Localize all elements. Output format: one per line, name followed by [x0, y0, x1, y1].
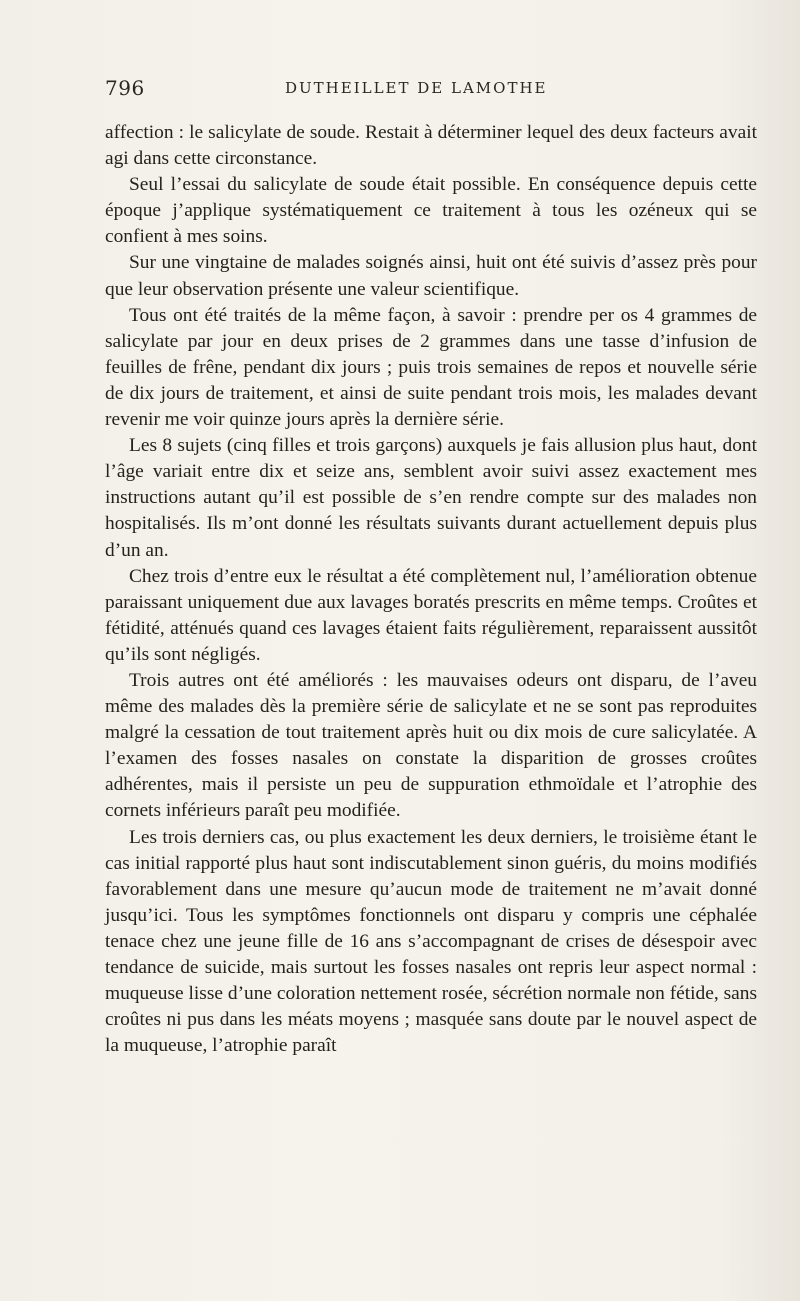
paragraph-7: Trois autres ont été améliorés : les mauvaises odeurs ont disparu, de l’aveu même des malades dès la première série de salicylate et ne se sont pas reproduites malgré la cessation de tout traitement après huit ou dix mois de cure salicylatée. A l’examen des fosses nasales on constate la disparition de grosses croûtes adhérentes, mais il persiste un peu de suppuration ethmoïdale et l’atrophie des cornets inférieurs paraît peu modifiée.: [105, 669, 757, 822]
body-text: [105, 120, 757, 1059]
paragraph-8: Les trois derniers cas, ou plus exactement les deux derniers, le troisième étant le cas initial rapporté plus haut sont indiscutablement sinon guéris, du moins modifiés favorablement dans une mesure qu’aucun mode de traitement ne m’avait donné jusqu’ici. Tous les symptômes fonctionnels ont disparu y compris une céphalée tenace chez une jeune fille de 16 ans s’accompagnant de crises de désespoir avec tendance de suicide, mais surtout les fosses nasales ont repris leur aspect normal : muqueuse lisse d’une coloration nettement rosée, sécrétion normale non fétide, sans croûtes ni pus dans les méats moyens ; masquée sans doute par le nouvel aspect de la muqueuse, l’atrophie paraît: [105, 826, 757, 1057]
paragraph-5: Les 8 sujets (cinq filles et trois garçons) auxquels je fais allusion plus haut, dont l’âge variait entre dix et seize ans, semblent avoir suivi assez exactement mes instructions autant qu’il est possible de s’en rendre compte sur des malades non hospitalisés. Ils m’ont donné les résultats suivants durant actuellement depuis plus d’un an.: [105, 435, 757, 561]
running-title: DUTHEILLET DE LAMOTHE: [285, 79, 548, 97]
paragraph-2: Seul l’essai du salicylate de soude était possible. En conséquence depuis cette époque j’applique systématiquement ce traitement à tous les ozéneux qui se confient à mes soins.: [105, 174, 757, 248]
paragraph-1: affection : le salicylate de soude. Restait à déterminer lequel des deux facteurs avait agi dans cette circonstance.: [105, 122, 757, 170]
paragraph-3: Sur une vingtaine de malades soignés ainsi, huit ont été suivis d’assez près pour que leur observation présente une valeur scientifique.: [105, 252, 757, 300]
paragraph-4: Tous ont été traités de la même façon, à savoir : prendre per os 4 grammes de salicylate par jour en deux prises de 2 grammes dans une tasse d’infusion de feuilles de frêne, pendant dix jours ; puis trois semaines de repos et nouvelle série de dix jours de traitement, et ainsi de suite pendant trois mois, les malades devant revenir me voir quinze jours après la dernière série.: [105, 304, 757, 431]
page-header: [105, 76, 757, 104]
paragraph-6: Chez trois d’entre eux le résultat a été complètement nul, l’amélioration obtenue paraissant uniquement due aux lavages boratés prescrits en même temps. Croûtes et fétidité, atténués quand ces lavages étaient faits régulièrement, reparaissent aussitôt qu’ils sont négligés.: [105, 565, 757, 665]
page-number: 796: [105, 76, 145, 100]
